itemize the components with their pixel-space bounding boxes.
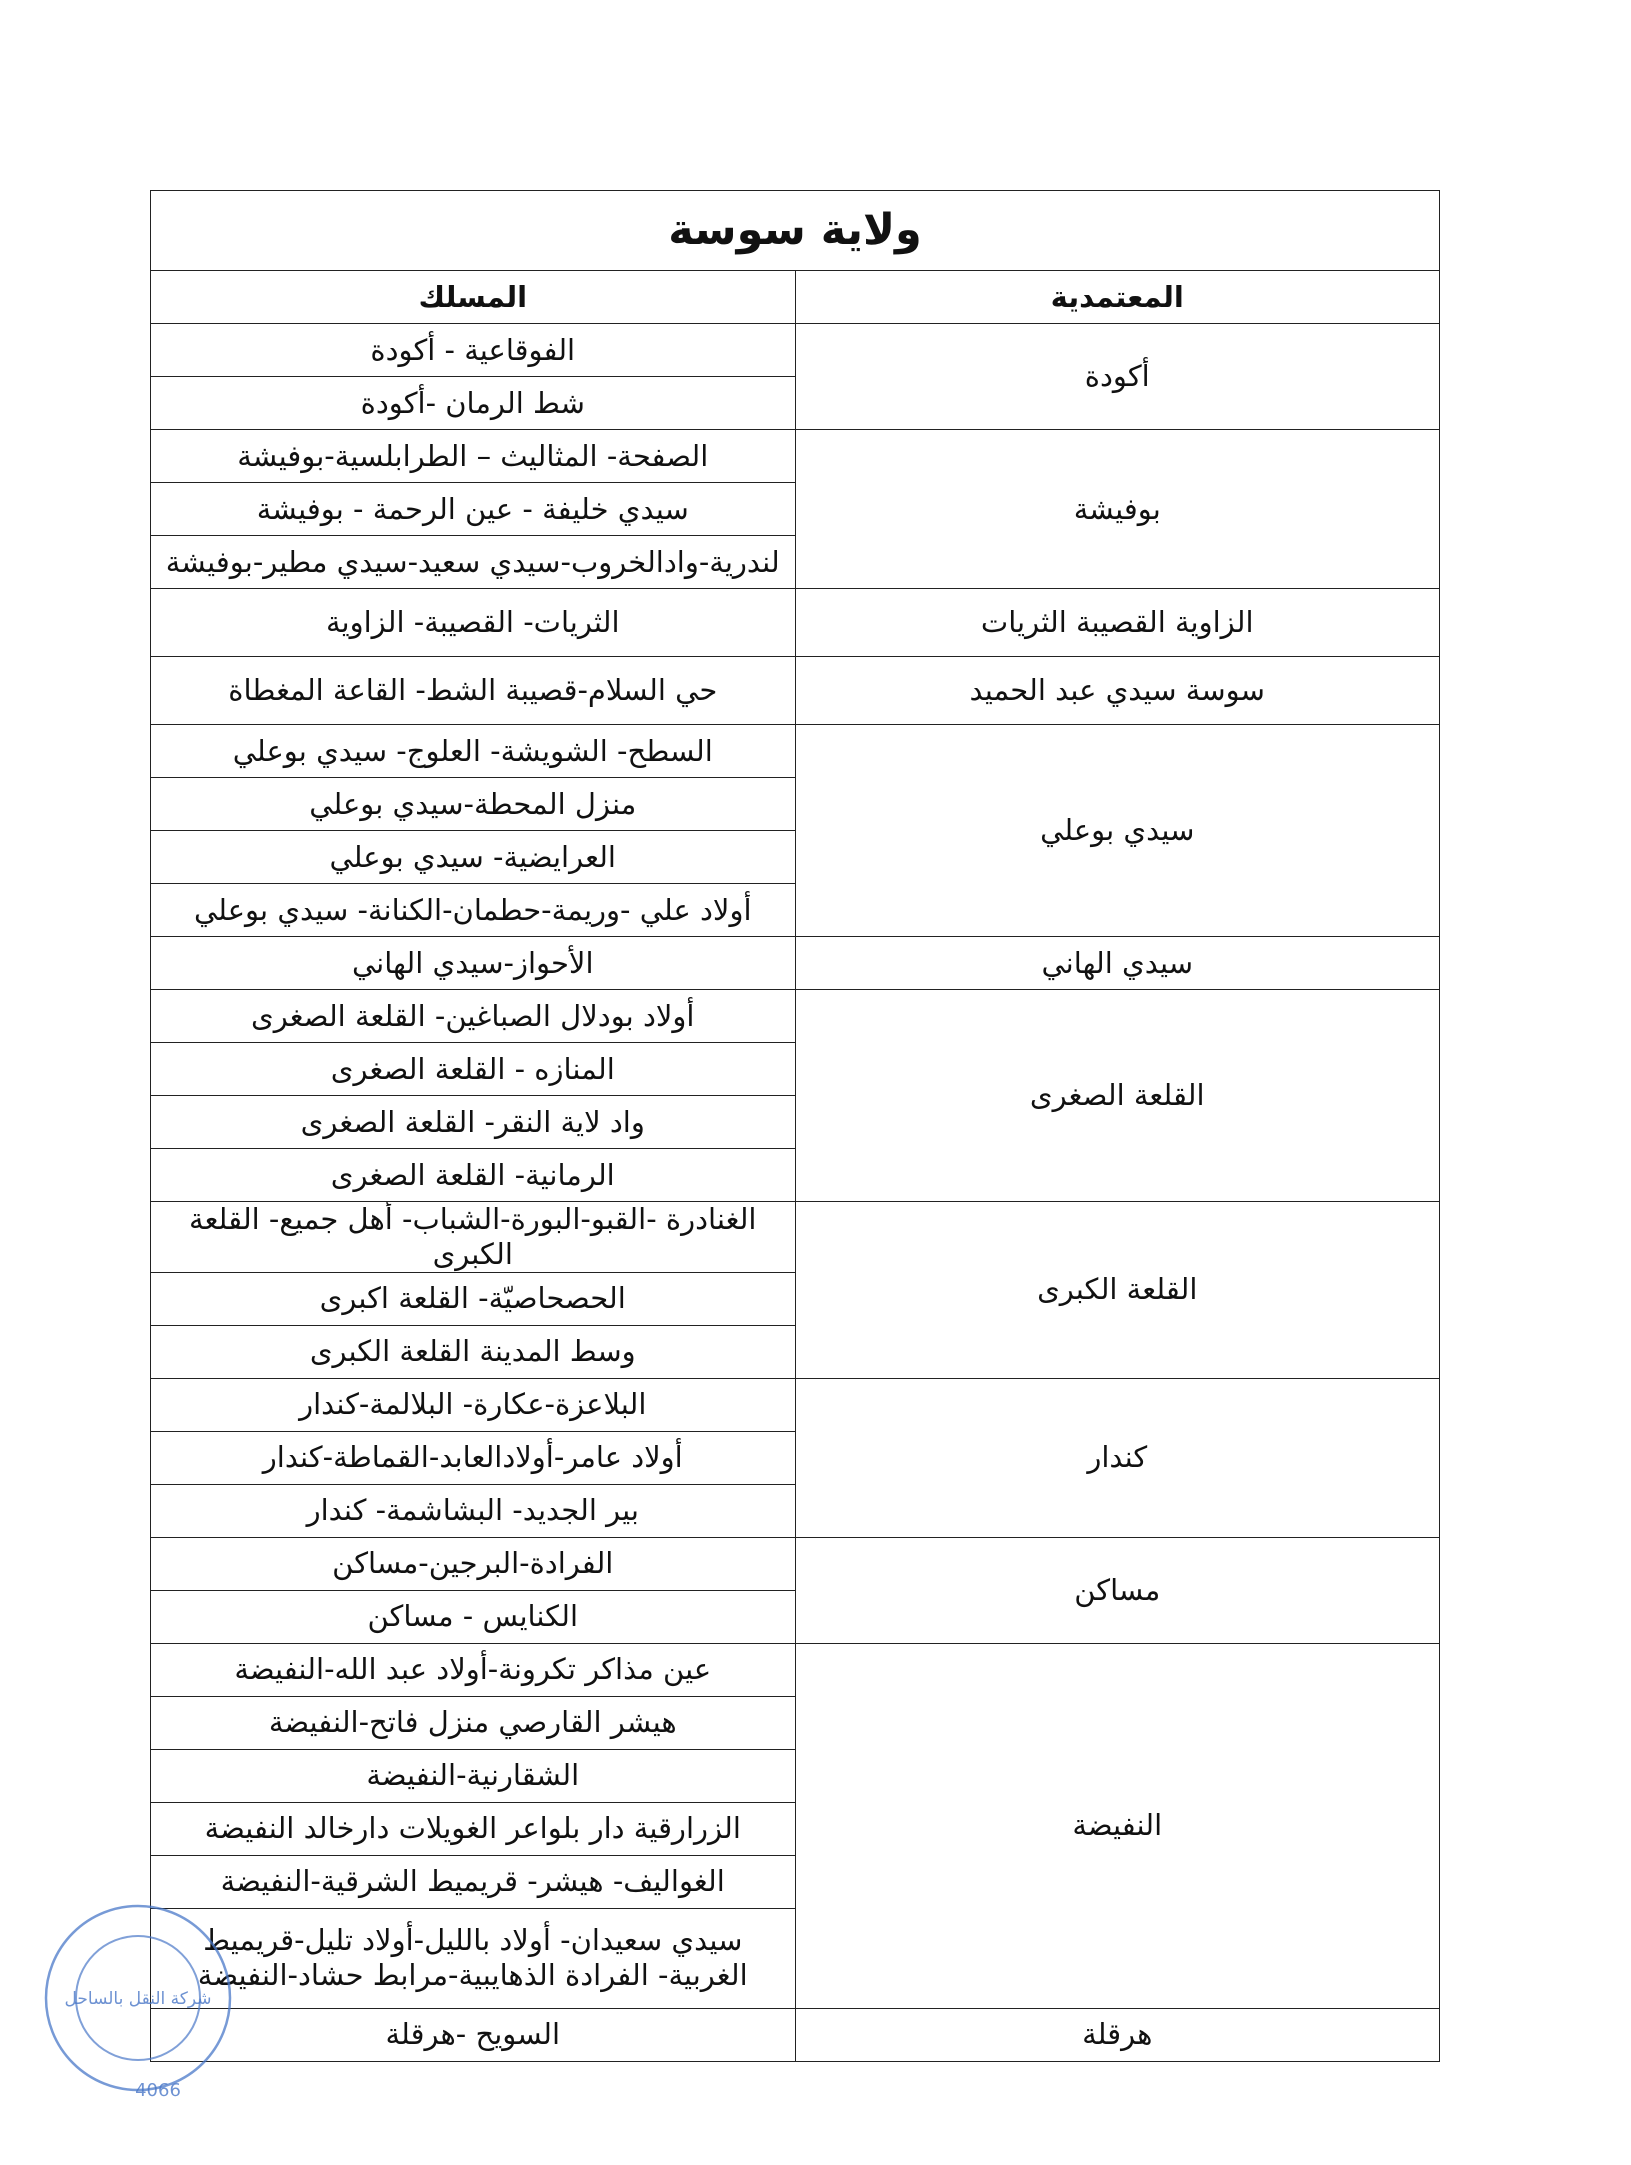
route-cell: الصفحة- المثاليث – الطرابلسية-بوفيشة xyxy=(151,430,796,483)
route-cell: عين مذاكر تكرونة-أولاد عبد الله-النفيضة xyxy=(151,1643,796,1696)
table-row xyxy=(151,1537,1440,1590)
table-row xyxy=(151,324,1440,377)
table-row xyxy=(151,1378,1440,1431)
table-row xyxy=(151,657,1440,725)
route-cell: المنازه - القلعة الصغرى xyxy=(151,1043,796,1096)
district-cell: القلعة الكبرى xyxy=(795,1202,1440,1379)
route-cell: شط الرمان -أكودة xyxy=(151,377,796,430)
district-cell: الزاوية القصيبة الثريات xyxy=(795,589,1440,657)
page-title: ولاية سوسة xyxy=(151,191,1440,271)
route-cell: العرايضية- سيدي بوعلي xyxy=(151,831,796,884)
route-cell: أولاد عامر-أولادالعابد-القماطة-كندار xyxy=(151,1431,796,1484)
title-row xyxy=(151,191,1440,271)
route-cell: الأحواز-سيدي الهاني xyxy=(151,937,796,990)
route-cell: الكنايس - مساكن xyxy=(151,1590,796,1643)
route-table xyxy=(150,190,1440,2062)
route-cell: منزل المحطة-سيدي بوعلي xyxy=(151,778,796,831)
route-cell: الزرارقية دار بلواعر الغويلات دارخالد النفيضة xyxy=(151,1802,796,1855)
district-cell: مساكن xyxy=(795,1537,1440,1643)
route-cell: سيدي سعيدان- أولاد بالليل-أولاد تليل-قريميط الغربية- الفرادة الذهايبية-مرابط حشاد-النفيضة xyxy=(151,1908,796,2008)
table-row xyxy=(151,937,1440,990)
header-row xyxy=(151,271,1440,324)
table-row xyxy=(151,1643,1440,1696)
district-cell: أكودة xyxy=(795,324,1440,430)
route-cell: الفوقاعية - أكودة xyxy=(151,324,796,377)
route-cell: الفرادة-البرجين-مساكن xyxy=(151,1537,796,1590)
route-cell: البلاعزة-عكارة- البلالمة-كندار xyxy=(151,1378,796,1431)
table-row xyxy=(151,2008,1440,2061)
route-cell: الرمانية- القلعة الصغرى xyxy=(151,1149,796,1202)
route-cell: هيشر القارصي منزل فاتح-النفيضة xyxy=(151,1696,796,1749)
district-cell: بوفيشة xyxy=(795,430,1440,589)
route-cell: الشقارنية-النفيضة xyxy=(151,1749,796,1802)
route-cell: الغنادرة -القبو-البورة-الشباب- أهل جميع- القلعة الكبرى xyxy=(151,1202,796,1273)
table-row xyxy=(151,725,1440,778)
route-cell: الغواليف- هيشر- قريميط الشرقية-النفيضة xyxy=(151,1855,796,1908)
stamp-text: شركة النقل بالساحل xyxy=(64,1989,212,2009)
district-cell: كندار xyxy=(795,1378,1440,1537)
district-cell: النفيضة xyxy=(795,1643,1440,2008)
district-cell: سيدي بوعلي xyxy=(795,725,1440,937)
route-cell: لندرية-وادالخروب-سيدي سعيد-سيدي مطير-بوفيشة xyxy=(151,536,796,589)
table-row xyxy=(151,1202,1440,1273)
header-district: المعتمدية xyxy=(795,271,1440,324)
route-cell: السطح- الشويشة- العلوج- سيدي بوعلي xyxy=(151,725,796,778)
district-cell: القلعة الصغرى xyxy=(795,990,1440,1202)
route-cell: الثريات- القصيبة- الزاوية xyxy=(151,589,796,657)
route-cell: حي السلام-قصيبة الشط- القاعة المغطاة xyxy=(151,657,796,725)
route-cell: سيدي خليفة - عين الرحمة - بوفيشة xyxy=(151,483,796,536)
header-route: المسلك xyxy=(151,271,796,324)
route-cell: واد لاية النقر- القلعة الصغرى xyxy=(151,1096,796,1149)
company-stamp xyxy=(28,1898,258,2098)
route-cell: وسط المدينة القلعة الكبرى xyxy=(151,1325,796,1378)
district-cell: سوسة سيدي عبد الحميد xyxy=(795,657,1440,725)
district-cell: سيدي الهاني xyxy=(795,937,1440,990)
route-cell: السويح -هرقلة xyxy=(151,2008,796,2061)
table-row xyxy=(151,430,1440,483)
table-row xyxy=(151,589,1440,657)
district-cell: هرقلة xyxy=(795,2008,1440,2061)
table-row xyxy=(151,990,1440,1043)
stamp-number: 4066 xyxy=(135,2080,181,2098)
route-cell: الحصحاصيّة- القلعة اكبرى xyxy=(151,1272,796,1325)
route-cell: أولاد علي -وريمة-حطمان-الكنانة- سيدي بوعلي xyxy=(151,884,796,937)
route-cell: أولاد بودلال الصباغين- القلعة الصغرى xyxy=(151,990,796,1043)
route-cell: بير الجديد- البشاشمة- كندار xyxy=(151,1484,796,1537)
